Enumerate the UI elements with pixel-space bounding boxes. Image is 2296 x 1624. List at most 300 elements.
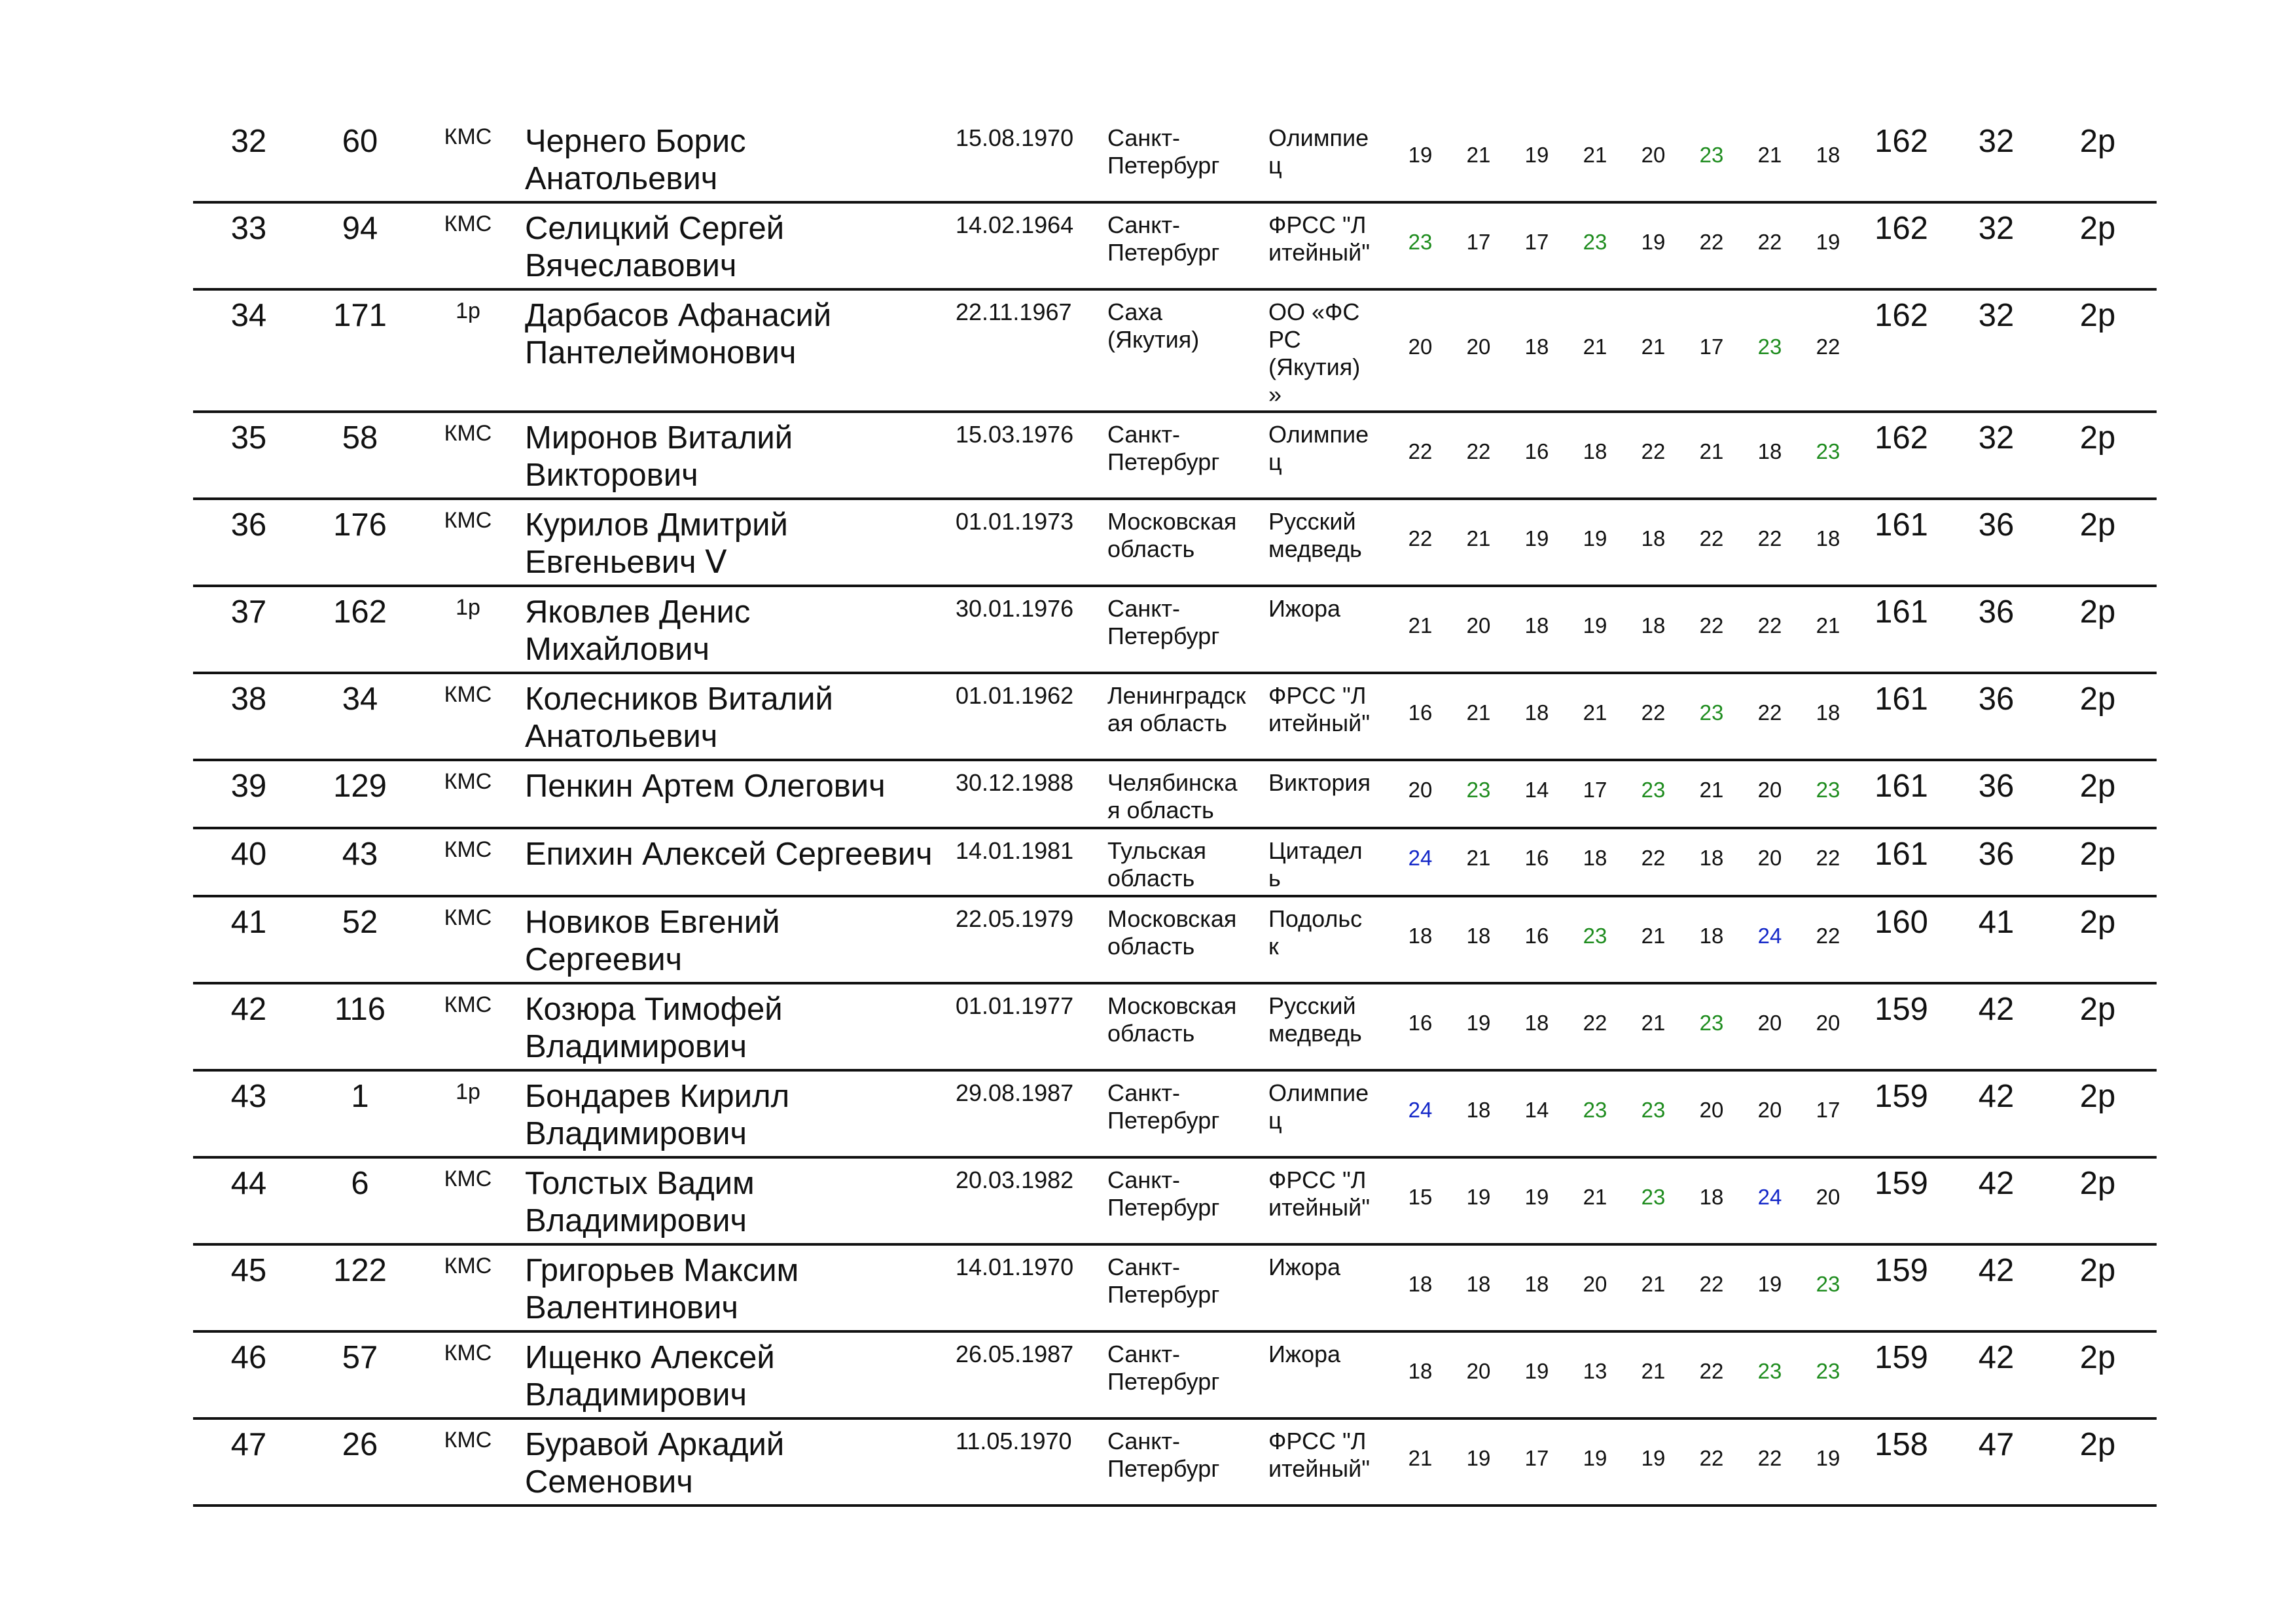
club-cell: ФРСС "Л итейный" [1268,1166,1370,1221]
series-score-cell: 23 [1816,1272,1840,1296]
birth-date-cell: 30.01.1976 [956,595,1074,622]
category-cell: 2р [2079,507,2116,543]
club-cell: ФРСС "Л итейный" [1268,682,1370,736]
place-cell: 46 [230,1340,267,1375]
birth-date-cell: 01.01.1977 [956,992,1074,1019]
region-cell: Санкт- Петербург [1107,124,1220,179]
table-row [193,1159,2157,1246]
start-number-cell: 1 [351,1079,369,1114]
start-number-cell: 129 [333,768,387,804]
series-score-cell: 21 [1466,846,1491,870]
series-score-cell: 19 [1583,526,1607,550]
start-number-cell: 162 [333,594,387,630]
series-score-cell: 18 [1699,846,1724,870]
rank-cell: 1р [456,595,480,620]
start-number-cell: 43 [342,837,378,872]
region-cell: Московская область [1107,992,1237,1047]
position-cell: 32 [1978,211,2015,246]
series-score-cell: 21 [1408,1446,1433,1470]
table-row [193,413,2157,500]
place-cell: 38 [230,681,267,717]
total-score-cell: 158 [1874,1427,1928,1462]
table-row [193,204,2157,291]
place-cell: 47 [230,1427,267,1462]
club-cell: Ижора [1268,1254,1341,1280]
birth-date-cell: 15.03.1976 [956,421,1074,448]
place-cell: 41 [230,905,267,940]
series-score-cell: 19 [1583,613,1607,638]
athlete-name-cell: Ищенко Алексей Владимирович [525,1340,775,1413]
series-score-cell: 22 [1699,613,1724,638]
series-score-cell: 23 [1466,778,1491,802]
series-score-cell: 23 [1408,230,1433,254]
series-score-cell: 22 [1641,700,1666,725]
athlete-name-cell: Селицкий Сергей Вячеславович [525,211,785,283]
series-score-cell: 23 [1816,778,1840,802]
series-score-cell: 21 [1641,1359,1666,1383]
series-score-cell: 18 [1408,1359,1433,1383]
series-score-cell: 19 [1466,1011,1491,1035]
total-score-cell: 162 [1874,124,1928,159]
rank-cell: КМС [444,992,492,1017]
athlete-name-cell: Пенкин Артем Олегович [525,768,886,804]
series-score-cell: 17 [1524,1446,1549,1470]
rank-cell: КМС [444,508,492,533]
athlete-name-cell: Новиков Евгений Сергеевич [525,905,780,977]
athlete-name-cell: Дарбасов Афанасий Пантелеймонович [525,298,832,370]
series-score-cell: 23 [1816,439,1840,463]
series-score-cell: 22 [1699,230,1724,254]
table-row [193,761,2157,829]
club-cell: ФРСС "Л итейный" [1268,211,1370,266]
series-score-cell: 21 [1641,1011,1666,1035]
category-cell: 2р [2079,1079,2116,1114]
total-score-cell: 159 [1874,1166,1928,1201]
place-cell: 42 [230,992,267,1027]
series-score-cell: 22 [1757,700,1782,725]
position-cell: 32 [1978,420,2015,456]
table-row [193,117,2157,204]
series-score-cell: 24 [1408,1098,1433,1122]
birth-date-cell: 22.11.1967 [956,298,1072,325]
rank-cell: КМС [444,905,492,930]
series-score-cell: 18 [1524,334,1549,359]
series-score-cell: 21 [1583,143,1607,167]
series-score-cell: 18 [1408,924,1433,948]
table-row [193,291,2157,413]
club-cell: Цитадел ь [1268,837,1363,892]
series-score-cell: 22 [1641,439,1666,463]
club-cell: Ижора [1268,595,1341,622]
series-score-cell: 19 [1757,1272,1782,1296]
category-cell: 2р [2079,594,2116,630]
total-score-cell: 161 [1874,837,1928,872]
place-cell: 32 [230,124,267,159]
athlete-name-cell: Яковлев Денис Михайлович [525,594,751,667]
series-score-cell: 18 [1583,846,1607,870]
series-score-cell: 22 [1466,439,1491,463]
total-score-cell: 162 [1874,211,1928,246]
region-cell: Санкт- Петербург [1107,1166,1220,1221]
series-score-cell: 19 [1816,230,1840,254]
series-score-cell: 18 [1524,613,1549,638]
series-score-cell: 18 [1699,1185,1724,1209]
series-score-cell: 20 [1583,1272,1607,1296]
start-number-cell: 116 [334,992,386,1027]
series-score-cell: 23 [1583,924,1607,948]
region-cell: Московская область [1107,905,1237,960]
series-score-cell: 17 [1524,230,1549,254]
series-score-cell: 23 [1583,230,1607,254]
series-score-cell: 19 [1816,1446,1840,1470]
rank-cell: КМС [444,837,492,862]
series-score-cell: 22 [1757,613,1782,638]
series-score-cell: 17 [1816,1098,1840,1122]
athlete-name-cell: Колесников Виталий Анатольевич [525,681,833,754]
series-score-cell: 21 [1583,1185,1607,1209]
series-score-cell: 20 [1699,1098,1724,1122]
club-cell: Русский медведь [1268,992,1362,1047]
series-score-cell: 20 [1757,846,1782,870]
position-cell: 36 [1978,507,2015,543]
start-number-cell: 176 [333,507,387,543]
rank-cell: КМС [444,1341,492,1365]
series-score-cell: 18 [1524,1011,1549,1035]
series-score-cell: 19 [1524,1185,1549,1209]
series-score-cell: 21 [1583,700,1607,725]
position-cell: 36 [1978,768,2015,804]
series-score-cell: 18 [1466,1098,1491,1122]
start-number-cell: 60 [342,124,378,159]
position-cell: 42 [1978,1079,2015,1114]
start-number-cell: 94 [342,211,378,246]
start-number-cell: 171 [333,298,387,333]
total-score-cell: 159 [1874,1253,1928,1288]
birth-date-cell: 29.08.1987 [956,1079,1074,1106]
series-score-cell: 23 [1699,700,1724,725]
series-score-cell: 18 [1816,526,1840,550]
series-score-cell: 18 [1466,924,1491,948]
total-score-cell: 162 [1874,298,1928,333]
series-score-cell: 22 [1699,526,1724,550]
birth-date-cell: 01.01.1973 [956,508,1074,535]
series-score-cell: 21 [1583,334,1607,359]
series-score-cell: 24 [1757,924,1782,948]
position-cell: 42 [1978,1340,2015,1375]
series-score-cell: 23 [1641,1098,1666,1122]
series-score-cell: 20 [1408,778,1433,802]
birth-date-cell: 30.12.1988 [956,769,1074,796]
series-score-cell: 22 [1408,526,1433,550]
club-cell: Подольс к [1268,905,1363,960]
birth-date-cell: 14.02.1964 [956,211,1074,238]
series-score-cell: 13 [1583,1359,1607,1383]
region-cell: Ленинградск ая область [1107,682,1246,736]
category-cell: 2р [2079,992,2116,1027]
region-cell: Тульская область [1107,837,1206,892]
category-cell: 2р [2079,905,2116,940]
series-score-cell: 23 [1816,1359,1840,1383]
category-cell: 2р [2079,1253,2116,1288]
birth-date-cell: 15.08.1970 [956,124,1074,151]
rank-cell: КМС [444,1254,492,1278]
series-score-cell: 14 [1524,1098,1549,1122]
series-score-cell: 19 [1524,526,1549,550]
series-score-cell: 22 [1641,846,1666,870]
rank-cell: КМС [444,1166,492,1191]
position-cell: 32 [1978,298,2015,333]
rank-cell: КМС [444,1428,492,1453]
start-number-cell: 26 [342,1427,378,1462]
series-score-cell: 17 [1699,334,1724,359]
series-score-cell: 18 [1583,439,1607,463]
series-score-cell: 21 [1641,924,1666,948]
series-score-cell: 21 [1699,778,1724,802]
series-score-cell: 22 [1757,1446,1782,1470]
start-number-cell: 58 [342,420,378,456]
series-score-cell: 21 [1466,143,1491,167]
series-score-cell: 18 [1816,143,1840,167]
category-cell: 2р [2079,211,2116,246]
position-cell: 47 [1978,1427,2015,1462]
series-score-cell: 18 [1699,924,1724,948]
region-cell: Московская область [1107,508,1237,562]
series-score-cell: 20 [1757,778,1782,802]
category-cell: 2р [2079,681,2116,717]
table-row [193,984,2157,1072]
series-score-cell: 22 [1816,846,1840,870]
total-score-cell: 159 [1874,992,1928,1027]
club-cell: Олимпие ц [1268,124,1369,179]
results-table [193,117,2157,1507]
club-cell: Олимпие ц [1268,1079,1369,1134]
series-score-cell: 18 [1757,439,1782,463]
series-score-cell: 20 [1466,613,1491,638]
place-cell: 43 [230,1079,267,1114]
series-score-cell: 18 [1466,1272,1491,1296]
region-cell: Санкт- Петербург [1107,1341,1220,1395]
birth-date-cell: 14.01.1970 [956,1254,1074,1280]
place-cell: 37 [230,594,267,630]
series-score-cell: 22 [1699,1272,1724,1296]
series-score-cell: 17 [1466,230,1491,254]
club-cell: Олимпие ц [1268,421,1369,475]
series-score-cell: 22 [1583,1011,1607,1035]
total-score-cell: 162 [1874,420,1928,456]
series-score-cell: 21 [1816,613,1840,638]
series-score-cell: 16 [1524,439,1549,463]
region-cell: Саха (Якутия) [1107,298,1200,353]
athlete-name-cell: Курилов Дмитрий Евгеньевич ᐯ [525,507,788,580]
series-score-cell: 19 [1583,1446,1607,1470]
total-score-cell: 161 [1874,681,1928,717]
series-score-cell: 16 [1408,1011,1433,1035]
series-score-cell: 19 [1641,230,1666,254]
series-score-cell: 19 [1466,1185,1491,1209]
rank-cell: КМС [444,211,492,236]
place-cell: 44 [230,1166,267,1201]
category-cell: 2р [2079,420,2116,456]
series-score-cell: 23 [1583,1098,1607,1122]
series-score-cell: 18 [1408,1272,1433,1296]
total-score-cell: 161 [1874,594,1928,630]
region-cell: Челябинска я область [1107,769,1238,823]
series-score-cell: 20 [1408,334,1433,359]
club-cell: ФРСС "Л итейный" [1268,1428,1370,1482]
series-score-cell: 18 [1524,700,1549,725]
category-cell: 2р [2079,768,2116,804]
rank-cell: КМС [444,124,492,149]
series-score-cell: 20 [1466,334,1491,359]
start-number-cell: 34 [342,681,378,717]
series-score-cell: 16 [1524,924,1549,948]
table-row [193,1246,2157,1333]
start-number-cell: 122 [333,1253,387,1288]
series-score-cell: 19 [1524,143,1549,167]
place-cell: 35 [230,420,267,456]
series-score-cell: 18 [1641,613,1666,638]
series-score-cell: 22 [1699,1446,1724,1470]
start-number-cell: 6 [351,1166,369,1201]
series-score-cell: 16 [1524,846,1549,870]
series-score-cell: 14 [1524,778,1549,802]
rank-cell: 1р [456,298,480,323]
region-cell: Санкт- Петербург [1107,595,1220,649]
table-row [193,674,2157,761]
category-cell: 2р [2079,124,2116,159]
table-row [193,829,2157,897]
rank-cell: КМС [444,769,492,794]
series-score-cell: 21 [1699,439,1724,463]
birth-date-cell: 01.01.1962 [956,682,1074,709]
series-score-cell: 22 [1699,1359,1724,1383]
series-score-cell: 15 [1408,1185,1433,1209]
position-cell: 36 [1978,594,2015,630]
category-cell: 2р [2079,298,2116,333]
region-cell: Санкт- Петербург [1107,1428,1220,1482]
region-cell: Санкт- Петербург [1107,1254,1220,1308]
series-score-cell: 23 [1699,1011,1724,1035]
table-row [193,500,2157,587]
series-score-cell: 19 [1641,1446,1666,1470]
athlete-name-cell: Миронов Виталий Викторович [525,420,793,493]
category-cell: 2р [2079,1427,2116,1462]
region-cell: Санкт- Петербург [1107,1079,1220,1134]
position-cell: 32 [1978,124,2015,159]
series-score-cell: 21 [1641,1272,1666,1296]
series-score-cell: 22 [1757,526,1782,550]
position-cell: 36 [1978,681,2015,717]
place-cell: 40 [230,837,267,872]
athlete-name-cell: Григорьев Максим Валентинович [525,1253,799,1326]
series-score-cell: 19 [1408,143,1433,167]
category-cell: 2р [2079,1166,2116,1201]
series-score-cell: 20 [1816,1011,1840,1035]
series-score-cell: 18 [1641,526,1666,550]
club-cell: Виктория [1268,769,1371,796]
position-cell: 42 [1978,992,2015,1027]
series-score-cell: 23 [1641,1185,1666,1209]
series-score-cell: 21 [1757,143,1782,167]
start-number-cell: 52 [342,905,378,940]
table-row [193,1072,2157,1159]
club-cell: Русский медведь [1268,508,1362,562]
club-cell: Ижора [1268,1341,1341,1367]
place-cell: 45 [230,1253,267,1288]
total-score-cell: 161 [1874,507,1928,543]
place-cell: 39 [230,768,267,804]
series-score-cell: 22 [1757,230,1782,254]
athlete-name-cell: Бондарев Кирилл Владимирович [525,1079,790,1151]
total-score-cell: 161 [1874,768,1928,804]
athlete-name-cell: Козюра Тимофей Владимирович [525,992,783,1064]
athlete-name-cell: Чернего Борис Анатольевич [525,124,746,196]
series-score-cell: 21 [1466,526,1491,550]
rank-cell: КМС [444,682,492,707]
athlete-name-cell: Буравой Аркадий Семенович [525,1427,785,1500]
series-score-cell: 23 [1641,778,1666,802]
birth-date-cell: 20.03.1982 [956,1166,1074,1193]
athlete-name-cell: Толстых Вадим Владимирович [525,1166,755,1238]
series-score-cell: 22 [1816,924,1840,948]
birth-date-cell: 22.05.1979 [956,905,1074,932]
series-score-cell: 17 [1583,778,1607,802]
series-score-cell: 24 [1408,846,1433,870]
birth-date-cell: 11.05.1970 [956,1428,1072,1454]
start-number-cell: 57 [342,1340,378,1375]
series-score-cell: 23 [1757,334,1782,359]
table-row [193,587,2157,674]
series-score-cell: 20 [1757,1098,1782,1122]
table-row [193,1333,2157,1420]
series-score-cell: 21 [1641,334,1666,359]
series-score-cell: 18 [1816,700,1840,725]
table-row [193,1420,2157,1507]
rank-cell: 1р [456,1079,480,1104]
series-score-cell: 21 [1466,700,1491,725]
series-score-cell: 20 [1641,143,1666,167]
category-cell: 2р [2079,837,2116,872]
region-cell: Санкт- Петербург [1107,211,1220,266]
series-score-cell: 20 [1466,1359,1491,1383]
position-cell: 42 [1978,1253,2015,1288]
series-score-cell: 23 [1699,143,1724,167]
position-cell: 42 [1978,1166,2015,1201]
table-row [193,897,2157,984]
rank-cell: КМС [444,421,492,446]
total-score-cell: 159 [1874,1079,1928,1114]
series-score-cell: 20 [1757,1011,1782,1035]
series-score-cell: 19 [1524,1359,1549,1383]
club-cell: ОО «ФС РС (Якутия) » [1268,298,1361,408]
position-cell: 41 [1978,905,2015,940]
series-score-cell: 20 [1816,1185,1840,1209]
series-score-cell: 22 [1816,334,1840,359]
birth-date-cell: 26.05.1987 [956,1341,1074,1367]
athlete-name-cell: Епихин Алексей Сергеевич [525,837,933,872]
series-score-cell: 19 [1466,1446,1491,1470]
series-score-cell: 24 [1757,1185,1782,1209]
birth-date-cell: 14.01.1981 [956,837,1074,864]
series-score-cell: 16 [1408,700,1433,725]
region-cell: Санкт- Петербург [1107,421,1220,475]
place-cell: 36 [230,507,267,543]
position-cell: 36 [1978,837,2015,872]
series-score-cell: 21 [1408,613,1433,638]
series-score-cell: 23 [1757,1359,1782,1383]
place-cell: 33 [230,211,267,246]
category-cell: 2р [2079,1340,2116,1375]
